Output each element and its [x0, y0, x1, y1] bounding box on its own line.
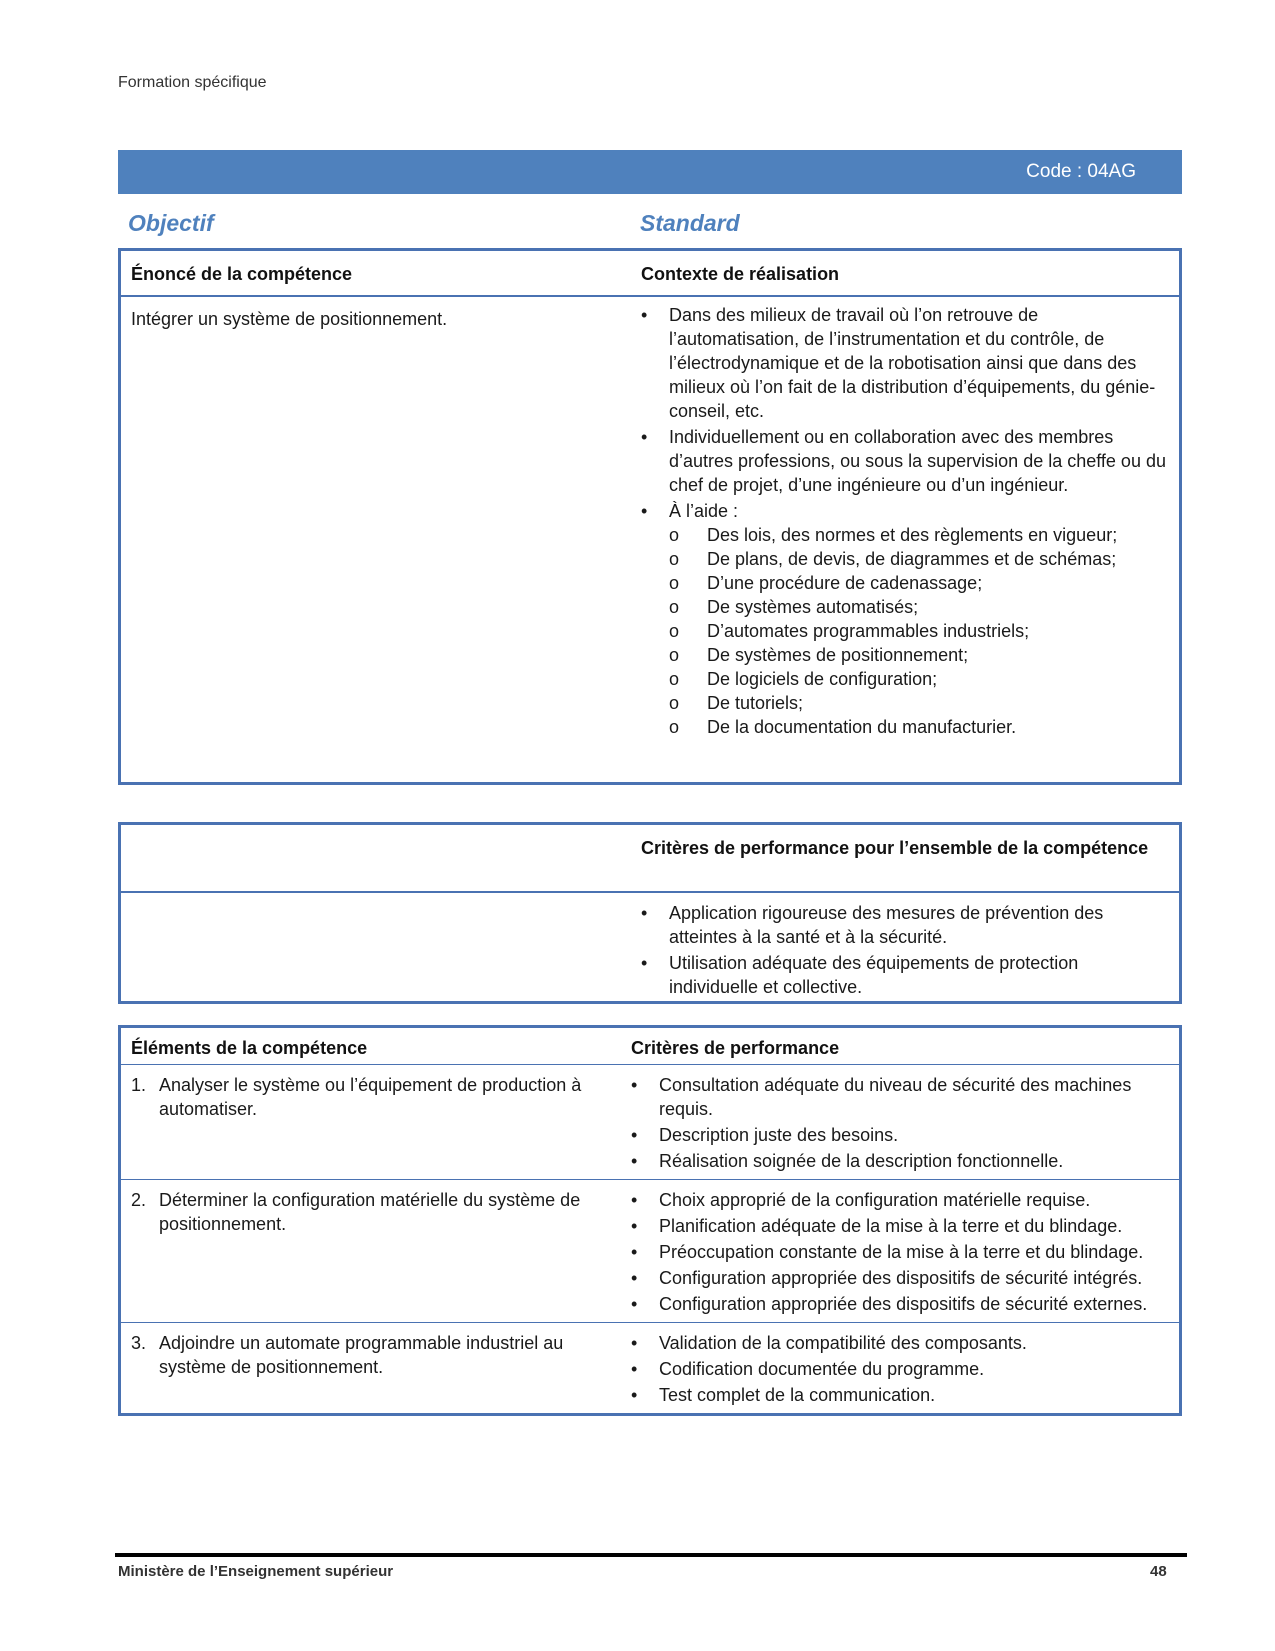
context-item: • Individuellement ou en collaboration avec des membres d’autres professions, ou sous la supervision de la cheffe ou du chef de projet, d’une ingénieure ou d’un ingénieur.	[669, 425, 1167, 497]
criterion-item: • Consultation adéquate du niveau de sécurité des machines requis.	[659, 1073, 1169, 1121]
criterion-item: • Configuration appropriée des dispositifs de sécurité externes.	[659, 1292, 1169, 1316]
aids-list	[669, 523, 1167, 739]
code-bar	[118, 150, 1182, 194]
performance-global-cell	[631, 892, 1181, 1003]
performance-item: • Application rigoureuse des mesures de prévention des atteintes à la santé et à la sécurité.	[669, 901, 1167, 949]
element-row	[120, 1180, 1181, 1323]
element-row	[120, 1065, 1181, 1180]
aid-item: o De systèmes de positionnement;	[707, 643, 1167, 667]
elements-header: Éléments de la compétence	[131, 1038, 368, 1058]
criteria-header: Critères de performance	[631, 1038, 840, 1058]
element-number: 1.	[131, 1075, 147, 1095]
aid-item: o D’automates programmables industriels;	[707, 619, 1167, 643]
standard-title: Standard	[640, 210, 740, 236]
competency-code: Code : 04AG	[1026, 161, 1136, 182]
performance-global-list	[641, 901, 1167, 999]
performance-item: • Utilisation adéquate des équipements de protection individuelle et collective.	[669, 951, 1167, 999]
criteria-list	[631, 1073, 1169, 1173]
footer-divider	[115, 1553, 1187, 1557]
context-list	[641, 303, 1167, 739]
objectif-title: Objectif	[128, 210, 214, 236]
element-number: 3.	[131, 1333, 147, 1353]
criterion-item: • Choix approprié de la configuration matérielle requise.	[659, 1188, 1169, 1212]
criterion-item: • Validation de la compatibilité des composants.	[659, 1331, 1169, 1355]
performance-global-table	[118, 822, 1182, 1004]
aid-item: o De tutoriels;	[707, 691, 1167, 715]
elements-table	[118, 1025, 1182, 1416]
aid-item: o De systèmes automatisés;	[707, 595, 1167, 619]
aid-item: o De la documentation du manufacturier.	[707, 715, 1167, 739]
aid-item: o De plans, de devis, de diagrammes et de schémas;	[707, 547, 1167, 571]
context-cell	[631, 296, 1181, 784]
context-item: • Dans des milieux de travail où l’on retrouve de l’automatisation, de l’instrumentation et du contrôle, de l’électrodynamique et de la robotisation ainsi que dans des milieux où l’on fait de la distribution d’équipements, du génie-conseil, etc.	[669, 303, 1167, 423]
element-row	[120, 1323, 1181, 1415]
competence-statement: Intégrer un système de positionnement.	[131, 308, 448, 329]
context-item: • À l’aide : o Des lois, des normes et des règlements en vigueur; o De plans, de devis, de diagrammes et de schémas; o D’une procédure de cadenassage; o De systèmes automatisés; o D’automates programmables industriels; o De systèmes de positionnement; o De logiciels de configuration; o De tutoriels; o De la documentation du manufacturier.	[669, 499, 1167, 739]
element-text: Analyser le système ou l’équipement de production à automatiser.	[159, 1075, 582, 1119]
criterion-item: • Codification documentée du programme.	[659, 1357, 1169, 1381]
performance-global-header: Critères de performance pour l’ensemble de la compétence	[631, 824, 1181, 892]
criteria-list	[631, 1331, 1169, 1407]
criterion-item: • Configuration appropriée des dispositifs de sécurité intégrés.	[659, 1266, 1169, 1290]
criterion-item: • Description juste des besoins.	[659, 1123, 1169, 1147]
criterion-item: • Test complet de la communication.	[659, 1383, 1169, 1407]
competence-table	[118, 248, 1182, 785]
aid-item: o D’une procédure de cadenassage;	[707, 571, 1167, 595]
footer-ministry: Ministère de l’Enseignement supérieur	[118, 1563, 394, 1580]
page-header: Formation spécifique	[118, 74, 267, 91]
aid-item: o De logiciels de configuration;	[707, 667, 1167, 691]
statement-header: Énoncé de la compétence	[120, 250, 632, 296]
element-number: 2.	[131, 1190, 147, 1210]
criteria-list	[631, 1188, 1169, 1316]
column-titles	[128, 210, 1182, 238]
aid-item: o Des lois, des normes et des règlements en vigueur;	[707, 523, 1167, 547]
page-number: 48	[1150, 1563, 1167, 1580]
criterion-item: • Préoccupation constante de la mise à la terre et du blindage.	[659, 1240, 1169, 1264]
element-text: Déterminer la configuration matérielle du système de positionnement.	[159, 1190, 581, 1234]
criterion-item: • Réalisation soignée de la description fonctionnelle.	[659, 1149, 1169, 1173]
context-header: Contexte de réalisation	[631, 250, 1181, 296]
criterion-item: • Planification adéquate de la mise à la terre et du blindage.	[659, 1214, 1169, 1238]
element-text: Adjoindre un automate programmable industriel au système de positionnement.	[159, 1333, 564, 1377]
